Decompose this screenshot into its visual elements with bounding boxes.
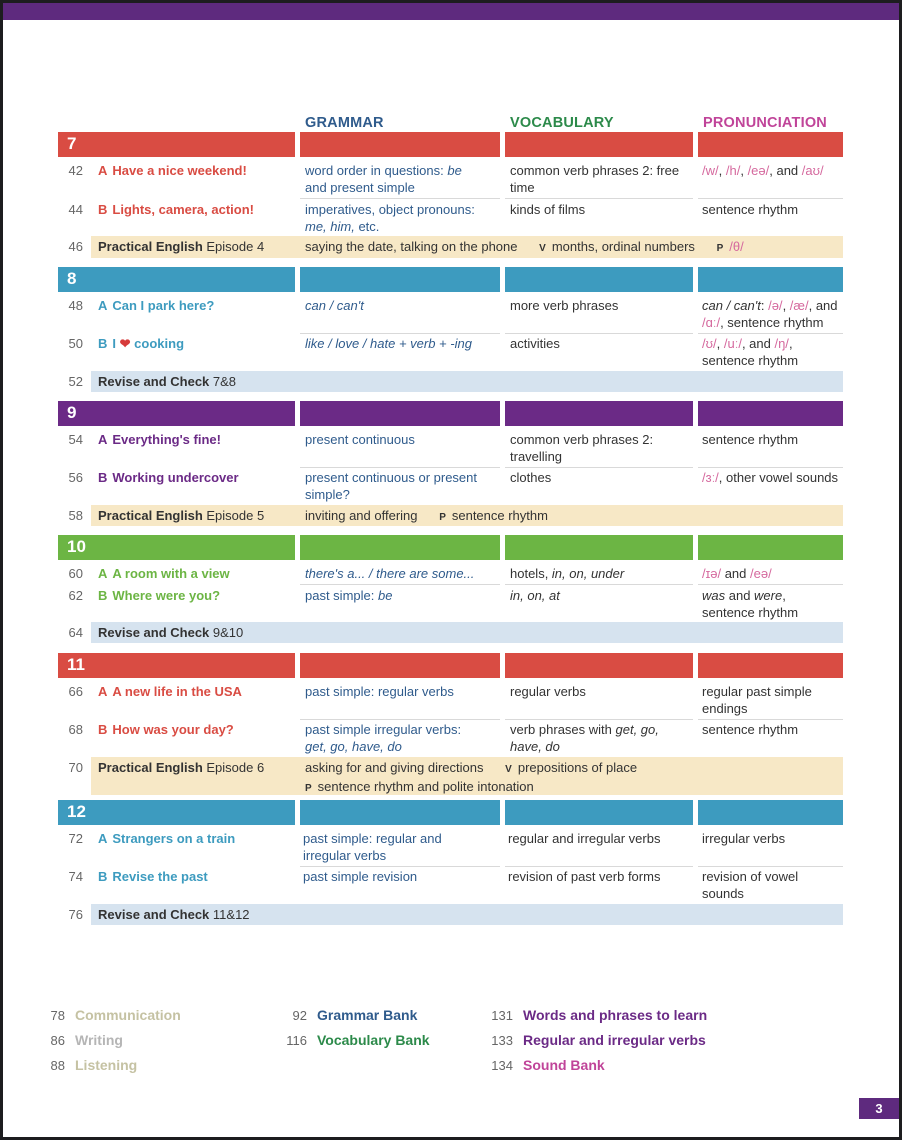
unit-number: 9 bbox=[67, 403, 77, 422]
lesson-title[interactable]: A Have a nice weekend! bbox=[98, 163, 247, 178]
row-divider bbox=[698, 467, 843, 468]
pronunciation-cell: sentence rhythm bbox=[702, 202, 799, 217]
vocabulary-cell: common verb phrases 2: free time bbox=[510, 163, 680, 195]
page-number: 68 bbox=[68, 722, 83, 737]
unit-bar bbox=[300, 653, 500, 678]
unit-bar bbox=[505, 132, 693, 157]
vocabulary-cell: in, on, at bbox=[510, 588, 560, 603]
page-number: 58 bbox=[68, 508, 83, 523]
lesson-title[interactable]: B Where were you? bbox=[98, 588, 221, 603]
row-divider bbox=[505, 719, 693, 720]
revise-and-check-band[interactable] bbox=[68, 904, 843, 925]
lesson-title[interactable]: B Working undercover bbox=[98, 470, 239, 485]
page-number: 42 bbox=[68, 163, 83, 178]
grammar-cell: can / can't bbox=[305, 298, 364, 313]
practical-english-title[interactable]: Practical English Episode 5 bbox=[98, 508, 265, 523]
footer-link-listening[interactable]: 88 Listening bbox=[50, 1057, 138, 1073]
vocabulary-cell: more verb phrases bbox=[510, 298, 619, 313]
lesson-title[interactable]: B Lights, camera, action! bbox=[98, 202, 254, 217]
lesson-title[interactable]: A Everything's fine! bbox=[98, 432, 221, 447]
revise-and-check-title[interactable]: Revise and Check 7&8 bbox=[98, 374, 237, 389]
unit-bar bbox=[300, 800, 500, 825]
unit-bar bbox=[698, 653, 843, 678]
row-divider bbox=[300, 333, 500, 334]
unit-bar bbox=[698, 401, 843, 426]
pronunciation-column-header: PRONUNCIATION bbox=[703, 115, 827, 131]
page-number: 74 bbox=[68, 869, 83, 884]
unit-number: 11 bbox=[67, 655, 85, 674]
row-divider bbox=[698, 866, 843, 867]
row-divider bbox=[698, 198, 843, 199]
vocabulary-column-header: VOCABULARY bbox=[510, 115, 614, 131]
footer-link-words-and-phrases[interactable]: 131 Words and phrases to learn bbox=[491, 1007, 708, 1023]
unit-bar bbox=[505, 535, 693, 560]
practical-english-content: saying the date, talking on the phone V months, ordinal numbers P /θ/ bbox=[305, 239, 744, 254]
row-divider bbox=[698, 333, 843, 334]
vocabulary-cell: hotels, in, on, under bbox=[510, 566, 625, 581]
lesson-title[interactable]: A A room with a view bbox=[98, 566, 230, 581]
pronunciation-cell: regular past simple endings bbox=[702, 684, 812, 716]
row-divider bbox=[505, 584, 693, 585]
unit-bar bbox=[698, 267, 843, 292]
vocabulary-cell: revision of past verb forms bbox=[508, 869, 661, 884]
page-number: 60 bbox=[68, 566, 83, 581]
unit-bar bbox=[58, 800, 295, 825]
unit-bar bbox=[58, 535, 295, 560]
practical-english-title[interactable]: Practical English Episode 6 bbox=[98, 760, 265, 775]
practical-english-band[interactable] bbox=[68, 236, 843, 258]
unit-bar bbox=[698, 800, 843, 825]
unit-number: 12 bbox=[67, 802, 86, 821]
row-divider bbox=[300, 719, 500, 720]
row-divider bbox=[698, 584, 843, 585]
page-number: 52 bbox=[68, 374, 83, 389]
grammar-cell: past simple irregular verbs: get, go, have, do bbox=[305, 722, 462, 754]
row-divider bbox=[300, 198, 500, 199]
unit-bar bbox=[300, 132, 500, 157]
footer-link-grammar-bank[interactable]: 92 Grammar Bank bbox=[292, 1007, 418, 1023]
page-number: 44 bbox=[68, 202, 83, 217]
practical-english-band[interactable] bbox=[68, 757, 843, 795]
pronunciation-cell: /ɪə/ and /eə/ bbox=[702, 566, 772, 581]
grammar-cell: past simple: regular verbs bbox=[305, 684, 454, 699]
lesson-title[interactable]: B How was your day? bbox=[98, 722, 234, 737]
unit-bar bbox=[505, 653, 693, 678]
grammar-cell: past simple: be bbox=[305, 588, 393, 603]
page-number: 54 bbox=[68, 432, 83, 447]
top-color-bar bbox=[3, 3, 899, 20]
revise-and-check-title[interactable]: Revise and Check 11&12 bbox=[98, 907, 250, 922]
grammar-column-header: GRAMMAR bbox=[305, 115, 384, 131]
unit-number: 8 bbox=[67, 269, 77, 288]
footer-link-vocabulary-bank[interactable]: 116 Vocabulary Bank bbox=[286, 1032, 430, 1048]
footer-link-sound-bank[interactable]: 134 Sound Bank bbox=[491, 1057, 605, 1073]
row-divider bbox=[300, 467, 500, 468]
pronunciation-cell: sentence rhythm bbox=[702, 432, 799, 447]
row-divider bbox=[505, 866, 693, 867]
grammar-cell: word order in questions: be and present simple bbox=[305, 163, 462, 195]
row-divider bbox=[300, 866, 500, 867]
pronunciation-cell: sentence rhythm bbox=[702, 722, 799, 737]
lesson-title[interactable]: B I ❤ cooking bbox=[98, 336, 185, 351]
grammar-cell: imperatives, object pronouns: me, him, etc. bbox=[305, 202, 475, 234]
unit-bar bbox=[300, 267, 500, 292]
unit-bar bbox=[58, 267, 295, 292]
unit-number: 7 bbox=[67, 134, 77, 153]
unit-bar bbox=[58, 401, 295, 426]
unit-bar bbox=[505, 401, 693, 426]
grammar-cell: past simple: regular and irregular verbs bbox=[303, 831, 442, 863]
page-number: 76 bbox=[68, 907, 83, 922]
lesson-title[interactable]: A Can I park here? bbox=[98, 298, 215, 313]
revise-and-check-band[interactable] bbox=[68, 371, 843, 392]
unit-bar bbox=[505, 800, 693, 825]
lesson-title[interactable]: B Revise the past bbox=[98, 869, 208, 884]
row-divider bbox=[505, 198, 693, 199]
pronunciation-cell: /w/, /h/, /eə/, and /aʊ/ bbox=[702, 163, 824, 178]
lesson-title[interactable]: A A new life in the USA bbox=[98, 684, 242, 699]
unit-bar bbox=[300, 535, 500, 560]
vocabulary-cell: activities bbox=[510, 336, 560, 351]
page-number-badge: 3 bbox=[859, 1098, 899, 1119]
revise-and-check-title[interactable]: Revise and Check 9&10 bbox=[98, 625, 244, 640]
pronunciation-cell: /ʊ/, /uː/, and /ŋ/, sentence rhythm bbox=[702, 336, 799, 368]
page-number: 70 bbox=[68, 760, 83, 775]
heart-icon: ❤ bbox=[119, 336, 131, 351]
vocabulary-cell: common verb phrases 2: travelling bbox=[510, 432, 654, 464]
unit-bar bbox=[698, 535, 843, 560]
grammar-cell: there's a... / there are some... bbox=[305, 566, 475, 581]
vocabulary-cell: regular verbs bbox=[510, 684, 586, 699]
pronunciation-cell: irregular verbs bbox=[702, 831, 786, 846]
row-divider bbox=[300, 584, 500, 585]
page-number: 62 bbox=[68, 588, 83, 603]
row-divider bbox=[505, 333, 693, 334]
grammar-cell: present continuous bbox=[305, 432, 415, 447]
page-number: 46 bbox=[68, 239, 83, 254]
vocabulary-cell: verb phrases with get, go, have, do bbox=[510, 722, 659, 754]
footer-link-regular-irregular-verbs[interactable]: 133 Regular and irregular verbs bbox=[491, 1032, 706, 1048]
grammar-cell: past simple revision bbox=[303, 869, 418, 884]
unit-bar bbox=[505, 267, 693, 292]
vocabulary-cell: regular and irregular verbs bbox=[508, 831, 661, 846]
page-number: 50 bbox=[68, 336, 83, 351]
page-number: 72 bbox=[68, 831, 83, 846]
vocabulary-cell: kinds of films bbox=[510, 202, 586, 217]
page-number: 56 bbox=[68, 470, 83, 485]
footer-link-communication[interactable]: 78 Communication bbox=[50, 1007, 181, 1023]
row-divider bbox=[505, 467, 693, 468]
unit-bar bbox=[300, 401, 500, 426]
unit-bar bbox=[58, 653, 295, 678]
row-divider bbox=[698, 719, 843, 720]
practical-english-title[interactable]: Practical English Episode 4 bbox=[98, 239, 265, 254]
unit-bar bbox=[58, 132, 295, 157]
pronunciation-cell: was and were, sentence rhythm bbox=[702, 588, 799, 620]
contents-page bbox=[3, 3, 899, 1137]
grammar-cell: present continuous or present simple? bbox=[305, 470, 477, 502]
unit-number: 10 bbox=[67, 537, 86, 556]
practical-english-content: asking for and giving directions V prepositions of place P sentence rhythm and polite intonation bbox=[305, 760, 638, 794]
grammar-cell: like / love / hate + verb + -ing bbox=[305, 336, 472, 351]
practical-english-content: inviting and offering P sentence rhythm bbox=[305, 508, 548, 523]
pronunciation-cell: /ɜː/, other vowel sounds bbox=[702, 470, 839, 485]
unit-bar bbox=[698, 132, 843, 157]
page-number: 64 bbox=[68, 625, 83, 640]
pronunciation-cell: can / can't: /ə/, /æ/, and /ɑː/, sentence rhythm bbox=[702, 298, 838, 330]
lesson-title[interactable]: A Strangers on a train bbox=[98, 831, 236, 846]
revise-and-check-band[interactable] bbox=[68, 622, 843, 643]
practical-english-band[interactable] bbox=[68, 505, 843, 526]
pronunciation-cell: revision of vowel sounds bbox=[702, 869, 799, 901]
page-number: 66 bbox=[68, 684, 83, 699]
vocabulary-cell: clothes bbox=[510, 470, 552, 485]
page-number: 48 bbox=[68, 298, 83, 313]
footer-link-writing[interactable]: 86 Writing bbox=[50, 1032, 123, 1048]
